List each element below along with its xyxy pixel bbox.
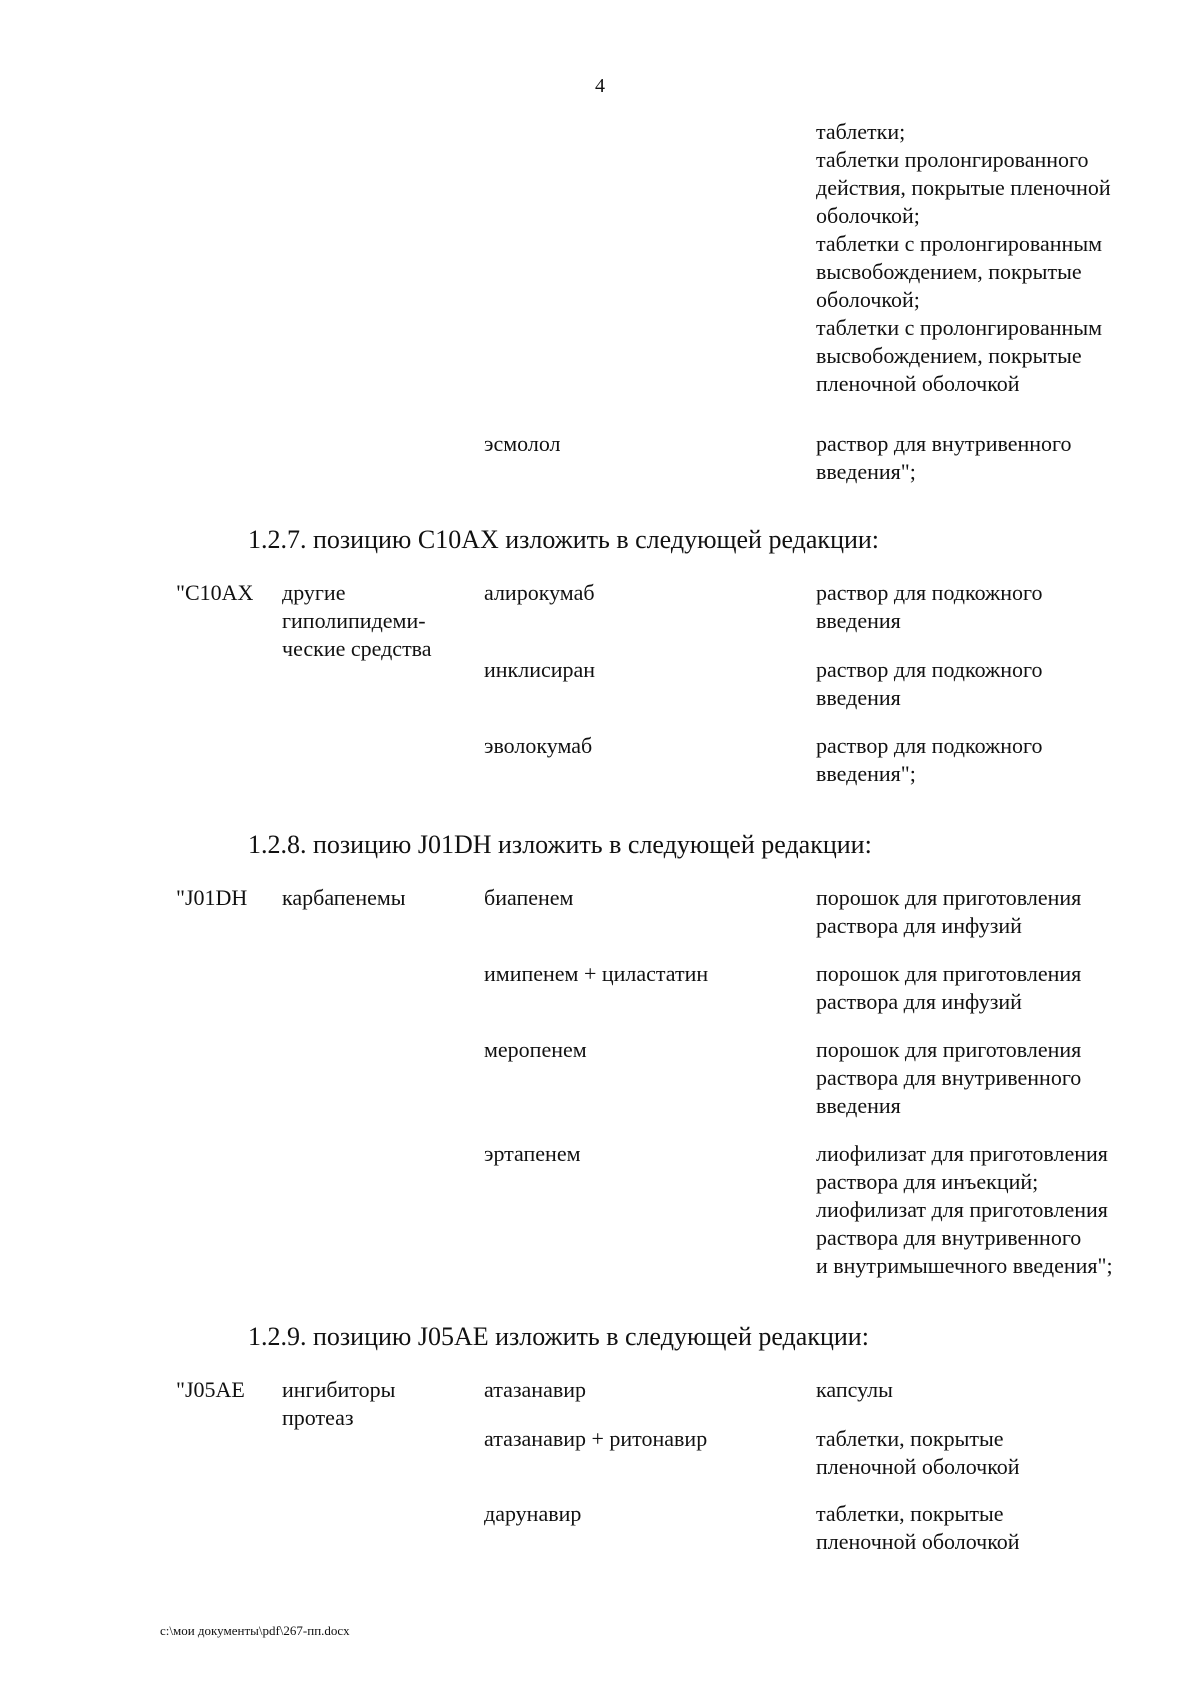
group-line: карбапенемы	[282, 885, 406, 910]
forms-biapenem	[816, 884, 1156, 940]
top-forms	[816, 118, 1156, 398]
forms-imipenem-cilastatin	[816, 960, 1156, 1016]
group-c10ax	[282, 579, 482, 663]
form-line: порошок для приготовления	[816, 961, 1082, 986]
form-line: раствор для подкожного	[816, 733, 1043, 758]
forms-meropenem	[816, 1036, 1156, 1120]
drug-meropenem: меропенем	[484, 1037, 587, 1062]
forms-evolocumab	[816, 732, 1156, 788]
group-line: гиполипидеми-	[282, 608, 426, 633]
form-line: введения	[816, 608, 901, 633]
esmolol-forms	[816, 430, 1156, 486]
form-line: раствор для подкожного	[816, 580, 1043, 605]
atc-code-j01dh: "J01DH	[176, 885, 248, 910]
drug-darunavir: дарунавир	[484, 1501, 582, 1526]
forms-darunavir	[816, 1500, 1156, 1556]
form-line: раствора для внутривенного	[816, 1225, 1082, 1250]
form-line: и внутримышечного введения";	[816, 1253, 1113, 1278]
form-line: таблетки с пролонгированным	[816, 315, 1103, 340]
form-line: введения	[816, 1093, 901, 1118]
form-line: лиофилизат для приготовления	[816, 1141, 1108, 1166]
group-line: протеаз	[282, 1405, 354, 1430]
form-line: введения";	[816, 761, 916, 786]
form-line: высвобождением, покрытые	[816, 259, 1082, 284]
forms-inclisiran	[816, 656, 1156, 712]
atc-code-c10ax: "C10AX	[176, 580, 254, 605]
atc-code-j05ae: "J05AE	[176, 1377, 245, 1402]
form-line: порошок для приготовления	[816, 1037, 1082, 1062]
drug-alirocumab: алирокумаб	[484, 580, 595, 605]
form-line: раствор для подкожного	[816, 657, 1043, 682]
group-line: ингибиторы	[282, 1377, 396, 1402]
page-number: 4	[595, 75, 605, 97]
form-line: высвобождением, покрытые	[816, 343, 1082, 368]
form-line: таблетки пролонгированного	[816, 147, 1089, 172]
form-line: раствора для инъекций;	[816, 1169, 1039, 1194]
drug-inclisiran: инклисиран	[484, 657, 596, 682]
drug-atazanavir-ritonavir: атазанавир + ритонавир	[484, 1426, 708, 1451]
form-line: таблетки, покрытые	[816, 1426, 1004, 1451]
file-path-footer: c:\мои документы\pdf\267-пп.docx	[160, 1623, 350, 1638]
form-line: таблетки;	[816, 119, 906, 144]
form-line: раствора для инфузий	[816, 913, 1022, 938]
form-line: раствора для инфузий	[816, 989, 1022, 1014]
form-line: лиофилизат для приготовления	[816, 1197, 1108, 1222]
form-line: таблетки с пролонгированным	[816, 231, 1103, 256]
form-line: оболочкой;	[816, 203, 920, 228]
section-heading-j05ae: 1.2.9. позицию J05AE изложить в следующей редакции:	[248, 1322, 869, 1351]
drug-evolocumab: эволокумаб	[484, 733, 593, 758]
group-line: ческие средства	[282, 636, 432, 661]
group-line: другие	[282, 580, 346, 605]
drug-ertapenem: эртапенем	[484, 1141, 581, 1166]
form-line: оболочкой;	[816, 287, 920, 312]
form-line: пленочной оболочкой	[816, 1454, 1020, 1479]
section-heading-j01dh: 1.2.8. позицию J01DH изложить в следующей редакции:	[248, 830, 872, 859]
forms-atazanavir	[816, 1376, 1156, 1404]
form-line: пленочной оболочкой	[816, 371, 1020, 396]
section-heading-c10ax: 1.2.7. позицию C10AX изложить в следующей редакции:	[248, 525, 880, 554]
group-j05ae	[282, 1376, 482, 1432]
form-line: действия, покрытые пленочной	[816, 175, 1111, 200]
forms-atazanavir-ritonavir	[816, 1425, 1156, 1481]
form-line: введения	[816, 685, 901, 710]
drug-imipenem-cilastatin: имипенем + циластатин	[484, 961, 709, 986]
form-line: порошок для приготовления	[816, 885, 1082, 910]
form-line: раствора для внутривенного	[816, 1065, 1082, 1090]
form-line: введения";	[816, 459, 916, 484]
form-line: таблетки, покрытые	[816, 1501, 1004, 1526]
group-j01dh	[282, 884, 482, 912]
forms-alirocumab	[816, 579, 1156, 635]
drug-atazanavir: атазанавир	[484, 1377, 586, 1402]
form-line: раствор для внутривенного	[816, 431, 1072, 456]
forms-ertapenem	[816, 1140, 1156, 1280]
drug-biapenem: биапенем	[484, 885, 574, 910]
form-line: капсулы	[816, 1377, 893, 1402]
form-line: пленочной оболочкой	[816, 1529, 1020, 1554]
drug-esmolol: эсмолол	[484, 431, 561, 456]
